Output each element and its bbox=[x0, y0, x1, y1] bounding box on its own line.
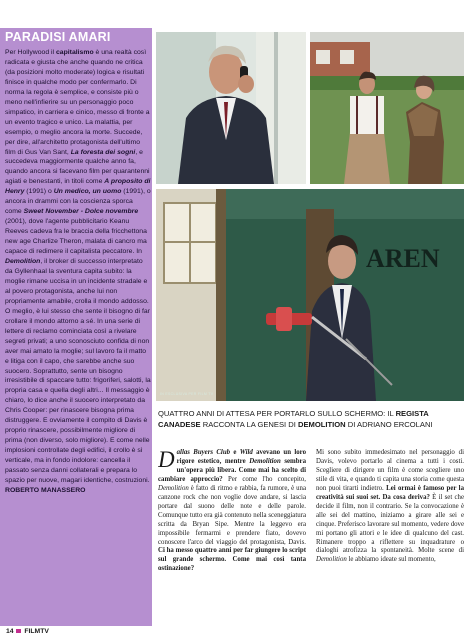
photo-man-with-sledgehammer-image bbox=[156, 189, 464, 401]
text-run: La foresta dei sogni bbox=[70, 148, 136, 156]
text-run: (1991), o ancora in drammi con la coscienza sporca come bbox=[5, 188, 151, 216]
text-run: Per Hollywood il bbox=[5, 49, 56, 56]
text-run: avevano un loro rigore estetico, mentre bbox=[176, 449, 306, 465]
photo-credit: IN ESCLUSIVA PER FILM TV bbox=[160, 392, 214, 396]
text-run: ROBERTO MANASSERO bbox=[5, 486, 86, 494]
text-run: A proposito di Henry bbox=[5, 178, 151, 196]
text-run: è fatto di ritmo e rabbia, fa rumore, è una canzone rock che non voglie dove andare, si lascia portare dal suono delle note e delle parole. Comunque tutto era già contenuto nella sceneggiatura scritta da Bryan Sipe. Mentre la leggevo era impossibile fermarmi e prendere fiato, dovevo conoscere l'arco del viaggio del protagonista, Davis. bbox=[158, 484, 306, 546]
text-run: Sweet November - Dolce novembre bbox=[23, 208, 139, 216]
sidebar-box bbox=[0, 28, 152, 626]
sidebar-text bbox=[5, 48, 151, 636]
headline-part-2: REGISTA CANADESE bbox=[158, 409, 429, 429]
text-run: le abbiamo ideate sul momento, bbox=[346, 556, 436, 564]
magazine-name: FILMTV bbox=[24, 628, 49, 635]
text-run: , il broker di successo interpretato da Gyllenhaal la sventura capita subito: la moglie rimane uccisa in un incidente stradale e al povero protagonista, anche lui non propriamente amabile, crolla il mondo addosso. bbox=[5, 258, 149, 305]
text-run: Demolition bbox=[316, 556, 347, 564]
photo-couple-in-yard bbox=[310, 32, 464, 184]
text-run: sembra un'opera più libera. Come mai ha scelto di cambiare approccio? bbox=[158, 457, 306, 483]
text-run: Demolition bbox=[5, 258, 41, 266]
headline-part-1: QUATTRO ANNI DI ATTESA PER PORTARLO SULLO SCHERMO: IL bbox=[158, 409, 396, 418]
text-run: allas Buyers Club bbox=[176, 449, 231, 456]
text-run: Wild bbox=[239, 449, 253, 456]
photo-man-with-sledgehammer bbox=[156, 189, 464, 401]
text-run: O meglio, è lui stesso che sente il bisogno di far crollare il mondo attorno a sé. In una serie di lettere di reclamo cominciata così a rivelare segreti privati; a uno sconosciuto confida di non aver mai amato la moglie; sul lavoro fa il matto e litiga con il capo, che sarebbe anche suo suocero. Soprattutto, sente un bisogno irresistibile di spaccare tutto: frigoriferi, salotti, la propria casa e quella degli altri... Il messaggio è chiaro, lo dice anche il suocero interpretato da Chris Cooper: per rinascere bisogna prima distruggere. E ovviamente il compito di Davis è proprio rinascere, possibilmente migliore di prima (non diverso, solo migliore). E come nelle implosioni controllate degli edifici, il crollo è sì verticale, ma in fondo indolore: cancella il passato senza danni collaterali e prepara lo spazio per nuove, magari identiche, costruzioni. bbox=[5, 307, 151, 484]
text-run: (2001), dove l'agente pubblicitario Keanu Reeves cadeva fra le braccia della fricchettona new age Charlize Theron, malata di cancro ma capace di redimere il capitalista peccatore. In bbox=[5, 218, 147, 256]
text-run: Lei ormai è famoso per la creatività sui suoi set. Da cosa deriva? bbox=[316, 484, 464, 501]
text-run: capitalismo bbox=[55, 49, 94, 56]
article-column-2 bbox=[316, 449, 464, 624]
sidebar-paragraph-1 bbox=[5, 48, 151, 307]
photo-couple-in-yard-image bbox=[310, 32, 464, 184]
text-run: Mi sono subito immedesimato nel personaggio di Davis, volevo portarlo al cinema a tutti i costi. Scegliere di dirigere un film è come scegliere uno stile di vita, e quando ti capita una storia come questa non puoi tirarti indietro. bbox=[316, 449, 464, 492]
text-run: è una realtà così radicata e giusta che anche quando ne critica (da posizioni molto moderate) logica e risultati finisce in qualche modo per confermarlo. Di norma la regola è semplice, e consiste più o meno nell'infierire su un personaggio poco simpatico, in carriera e cinico, messo di fronte a un evento tragico e unico. La malattia, per esempio, o meglio ancora la morte. Succede, per dire, all'architetto protagonista dell'ultimo film di Gus Van Sant, bbox=[5, 49, 150, 156]
text-run: (1991) o bbox=[24, 188, 54, 196]
sidebar-paragraph-2 bbox=[5, 307, 151, 496]
text-run: Demolition bbox=[158, 484, 189, 492]
text-run: , e succedeva maggiormente qualche anno fa, quando ancora si facevano film per quarantenni agiati e benestanti, in titoli come bbox=[5, 148, 150, 186]
text-run: Demolition bbox=[249, 457, 281, 465]
footer-mark-icon bbox=[16, 629, 21, 633]
article-column-1 bbox=[158, 449, 306, 624]
headline-part-4: DEMOLITION bbox=[297, 419, 346, 429]
headline-part-3: RACCONTA LA GENESI DI bbox=[200, 419, 298, 429]
sidebar-title: PARADISI AMARI bbox=[5, 30, 111, 44]
text-run: Un medico, un uomo bbox=[53, 188, 122, 196]
headline-part-5: DI ADRIANO ERCOLANI bbox=[345, 419, 433, 429]
text-run: Ci ha messo quattro anni per far giungere lo script sul grande schermo. Come mai così tanta ostinazione? bbox=[158, 547, 306, 573]
photo-man-on-phone bbox=[156, 32, 306, 184]
svg-text:AREN: AREN bbox=[366, 244, 440, 273]
drop-cap: D bbox=[158, 449, 175, 472]
interview-headline bbox=[158, 409, 464, 430]
page-footer bbox=[6, 628, 49, 635]
text-run: e bbox=[230, 449, 240, 456]
photo-man-on-phone-image bbox=[156, 32, 306, 184]
page-number: 14 bbox=[6, 628, 14, 635]
text-run: È il set che decide il film, non il contrario. Se la convocazione è alle sei del mattino, iniziamo a girare alle sei e cinque. Preferisco lavorare sul momento, vedere dove mi portano gli attori e le idee di qualcuno del cast. Rimanere troppo a riflettere su inquadrature o dialoghi atrofizza la spontaneità. Molte scene di bbox=[316, 493, 464, 555]
text-run: Per come l'ho concepito, bbox=[222, 475, 306, 483]
